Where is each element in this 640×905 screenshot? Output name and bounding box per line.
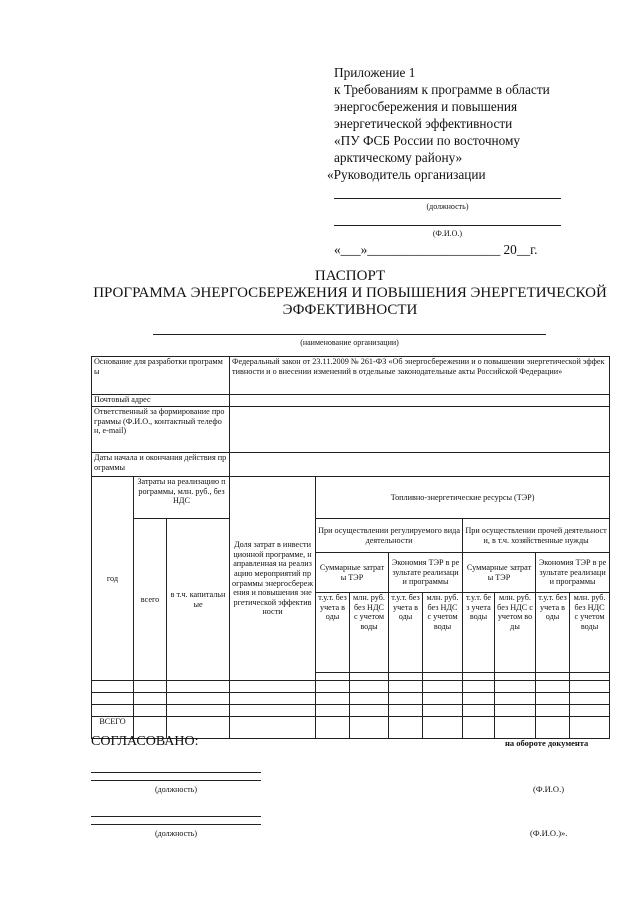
appendix-line-1: Приложение 1 — [334, 65, 416, 80]
basis-label: Основание для разработки программы — [92, 357, 230, 395]
other-header: При осуществлении прочей деятельности, в т.ч. хозяйственные нужды — [463, 519, 610, 553]
table-row-postal — [92, 395, 610, 407]
appendix-line-5: «ПУ ФСБ России по восточному — [334, 133, 521, 148]
responsible-value[interactable] — [230, 407, 610, 453]
fio-caption: (Ф.И.О.) — [432, 229, 463, 238]
reverse-note: на обороте документа — [505, 738, 589, 748]
head-line: «Руководитель организации — [327, 167, 486, 182]
economy-header-regulated: Экономия ТЭР в результате реализации программы — [389, 553, 463, 593]
sum-costs-header-other: Суммарные затраты ТЭР — [463, 553, 536, 593]
agreed-line-4 — [91, 824, 261, 825]
agreed-fio-caption-1: (Ф.И.О.) — [533, 784, 565, 794]
sum-costs-header-regulated: Суммарные затраты ТЭР — [316, 553, 389, 593]
table-row-responsible — [92, 407, 610, 453]
appendix-line-2: к Требованиям к программе в области — [334, 82, 550, 97]
total-header: всего — [134, 519, 167, 681]
signature-line-fio — [334, 225, 561, 226]
table-row-basis — [92, 357, 610, 395]
table-header-row-2 — [92, 519, 610, 553]
position-caption: (должность) — [426, 202, 469, 211]
date-line: «___»____________________ 20__г. — [334, 242, 538, 257]
basis-value: Федеральный закон от 23.11.2009 № 261-ФЗ «Об энергосбережении и о повышении энергетической эффективности и о внесении изменений в отдельные законодательные акты Российской Федерации» — [230, 357, 610, 395]
appendix-line-3: энергосбережения и повышения — [334, 99, 518, 114]
passport-table — [91, 356, 610, 739]
table-header-row-1 — [92, 477, 610, 519]
agreed-line-1 — [91, 772, 261, 773]
appendix-line-6: арктическому району» — [334, 150, 463, 165]
year-header: год — [92, 477, 134, 681]
unit-mln: млн. руб. без НДС с учетом воды — [423, 593, 463, 673]
unit-tut: т.у.т. без учета воды — [463, 593, 495, 673]
postal-value[interactable] — [230, 395, 610, 407]
share-header: Доля затрат в инвестиционной программе, направленная на реализацию мероприятий программы энергосбережения и повышения энергетической эффективности — [230, 477, 316, 681]
table-row-dates — [92, 453, 610, 477]
agreed-line-2 — [91, 780, 261, 781]
dates-value[interactable] — [230, 453, 610, 477]
unit-tut: т.у.т. без учета воды — [316, 593, 350, 673]
table-row — [92, 681, 610, 693]
appendix-line-4: энергетической эффективности — [334, 116, 513, 131]
title-line-3: ЭФФЕКТИВНОСТИ — [282, 302, 418, 318]
title-line-2: ПРОГРАММА ЭНЕРГОСБЕРЕЖЕНИЯ И ПОВЫШЕНИЯ ЭНЕРГЕТИЧЕСКОЙ — [93, 285, 607, 301]
costs-header: Затраты на реализацию программы, млн. руб., без НДС — [134, 477, 230, 519]
unit-tut: т.у.т. без учета воды — [536, 593, 570, 673]
unit-mln: млн. руб. без НДС с учетом воды — [350, 593, 389, 673]
table-row — [92, 705, 610, 717]
org-name-caption: (наименование организации) — [300, 338, 399, 347]
unit-mln: млн. руб. без НДС с учетом воды — [570, 593, 610, 673]
dates-label: Даты начала и окончания действия программы — [92, 453, 230, 477]
org-name-line — [153, 334, 546, 335]
title-passport: ПАСПОРТ — [314, 268, 386, 284]
signature-line-position — [334, 198, 561, 199]
unit-mln: млн. руб. без НДС с учетом воды — [495, 593, 536, 673]
total-row-label: ВСЕГО — [92, 717, 134, 739]
economy-header-other: Экономия ТЭР в результате реализации программы — [536, 553, 610, 593]
agreed-fio-caption-2: (Ф.И.О.)». — [530, 828, 568, 838]
unit-tut: т.у.т. без учета воды — [389, 593, 423, 673]
agreed-line-3 — [91, 816, 261, 817]
capital-header: в т.ч. капитальные — [167, 519, 230, 681]
agreed-position-caption-2: (должность) — [155, 829, 197, 838]
agreed-position-caption-1: (должность) — [155, 785, 197, 794]
postal-label: Почтовый адрес — [92, 395, 230, 407]
ter-header: Топливно-энергетические ресурсы (ТЭР) — [316, 477, 610, 519]
table-row — [92, 693, 610, 705]
responsible-label: Ответственный за формирование программы (Ф.И.О., контактный телефон, e-mail) — [92, 407, 230, 453]
regulated-header: При осуществлении регулируемого вида деятельности — [316, 519, 463, 553]
agreed-label: СОГЛАСОВАНО: — [91, 734, 199, 749]
